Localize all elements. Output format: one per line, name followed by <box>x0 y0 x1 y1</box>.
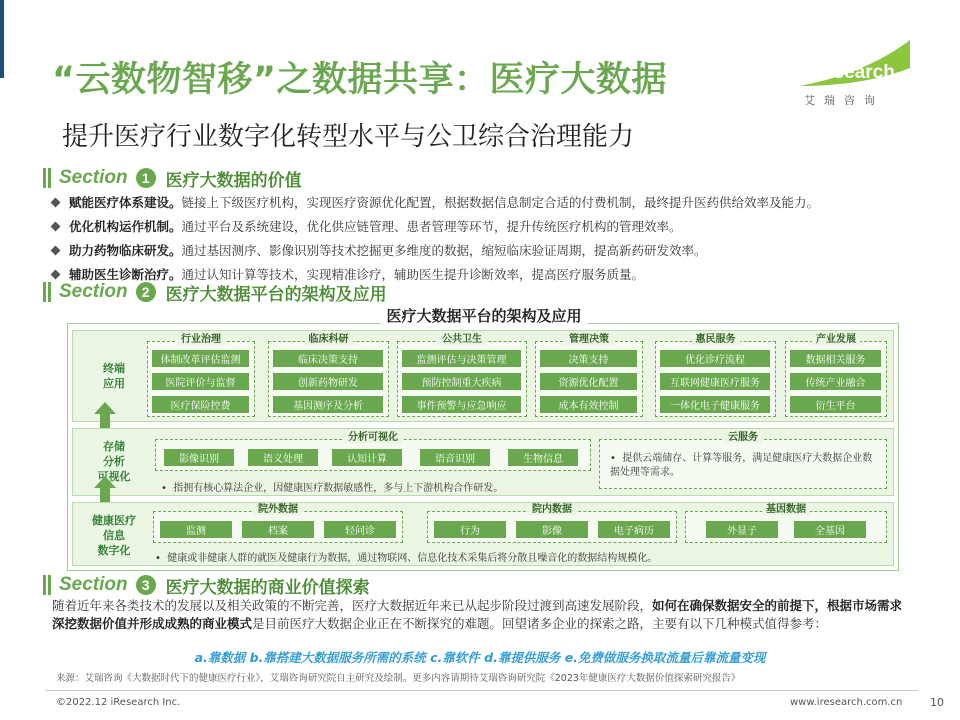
app-box: 预防控制重大疾病 <box>402 373 521 390</box>
data-box: 轻问诊 <box>324 521 396 538</box>
bullet-text: 链接上下级医疗机构，实现医疗资源优化配置，根据数据信息制定合适的付费机制，最终提升医药供给效率及能力。 <box>181 195 820 210</box>
app-box: 医院评价与监督 <box>152 373 249 390</box>
section-2-header <box>43 279 387 305</box>
up-arrow-stem <box>100 414 110 428</box>
bullet-bold: 赋能医疗体系建设。 <box>69 195 182 210</box>
iresearch-logo <box>796 40 914 110</box>
platform-architecture-diagram <box>67 307 899 571</box>
app-box: 体制改革评估监测 <box>152 350 249 367</box>
group-title: 云服务 <box>600 432 886 444</box>
tech-box: 认知计算 <box>332 449 402 466</box>
group-title: 基因数据 <box>686 504 886 516</box>
section-title: 医疗大数据的价值 <box>165 170 302 191</box>
diamond-bullet-icon <box>51 269 61 279</box>
group-title: 临床科研 <box>269 334 388 346</box>
group-title: 院内数据 <box>428 504 676 516</box>
group-gene-data <box>685 504 887 543</box>
diamond-bullet-icon <box>51 245 61 255</box>
tech-box: 语音识别 <box>420 449 490 466</box>
bullet-bold: 辅助医生诊断治疗。 <box>69 267 182 282</box>
section-number: 1 <box>136 168 156 188</box>
group-cloud-service <box>599 432 887 489</box>
group-analysis-visualization <box>155 432 591 471</box>
section-word: Section <box>59 281 128 302</box>
bullet-item <box>50 190 930 214</box>
app-box: 创新药物研发 <box>273 373 383 390</box>
tech-box: 语义处理 <box>248 449 318 466</box>
business-value-paragraph: 随着近年来各类技术的发展以及相关政策的不断完善，医疗大数据近年来已从起步阶段过渡到高速发展阶段，如何在确保数据安全的前提下，根据市场需求深挖数据价值并形成成熟的商业模式是目前医疗大数据企业正在不断探究的难题。回望诸多企业的探索之路，主要有以下几种模式值得参考： <box>52 598 903 631</box>
data-box: 电子病历 <box>598 521 670 538</box>
diamond-bullet-icon <box>51 197 61 207</box>
data-box: 全基因 <box>794 521 866 538</box>
data-layer-note: • 健康或非健康人群的就医及健康行为数据，通过物联网、信息化技术采集后将分散且噪音化的数据结构规模化。 <box>155 553 658 564</box>
app-box: 优化诊疗流程 <box>660 350 770 367</box>
group-title: 院外数据 <box>154 504 402 516</box>
value-bullet-list <box>50 190 930 286</box>
page-subtitle: 提升医疗行业数字化转型水平与公卫综合治理能力 <box>62 122 635 152</box>
app-box: 事件预警与应急响应 <box>402 396 521 413</box>
website-link[interactable]: www.iresearch.com.cn <box>790 697 903 708</box>
group-title: 分析可视化 <box>156 432 590 444</box>
app-box: 医疗保险控费 <box>152 396 249 413</box>
terminal-layer-label: 终端 应用 <box>103 362 125 390</box>
section-bars-icon <box>43 282 51 302</box>
page-number: 10 <box>930 696 944 709</box>
group-industry-governance <box>147 334 255 417</box>
copyright: ©2022.12 iResearch Inc. <box>56 697 181 708</box>
logo-chinese: 艾瑞咨询 <box>804 94 884 107</box>
logo-text: iResearch <box>804 62 895 83</box>
up-arrow-stem <box>100 488 110 502</box>
section-title: 医疗大数据平台的架构及应用 <box>165 284 387 305</box>
app-box: 一体化电子健康服务 <box>660 396 770 413</box>
analysis-note: • 指拥有核心算法企业，因健康医疗数据敏感性，多与上下游机构合作研发。 <box>161 483 504 494</box>
bullet-bold: 优化机构运作机制。 <box>69 219 182 234</box>
tech-box: 影像识别 <box>164 449 234 466</box>
section-number: 2 <box>136 282 156 302</box>
up-arrow-icon <box>94 476 116 488</box>
terminal-layer <box>72 330 894 422</box>
app-box: 传统产业融合 <box>790 373 881 390</box>
app-box: 基因测序及分析 <box>273 396 383 413</box>
group-title: 惠民服务 <box>656 334 775 346</box>
data-box: 外显子 <box>706 521 778 538</box>
business-modes: a.靠数据 b.靠搭建大数据服务所需的系统 c.靠软件 d.靠提供服务 e.免费做服务换取流量后靠流量变现 <box>194 650 766 665</box>
footer-divider <box>45 690 918 691</box>
group-management-decision <box>535 334 643 417</box>
group-inpatient-data <box>427 504 677 543</box>
data-box: 影像 <box>516 521 588 538</box>
diagram-title: 医疗大数据平台的架构及应用 <box>68 305 900 326</box>
section-3-header <box>43 572 370 598</box>
group-title: 行业治理 <box>148 334 254 346</box>
section-1-header <box>43 165 302 191</box>
diamond-bullet-icon <box>51 221 61 231</box>
section-title: 医疗大数据的商业价值探索 <box>165 577 370 598</box>
data-box: 行为 <box>434 521 506 538</box>
section-bars-icon <box>43 575 51 595</box>
up-arrow-icon <box>94 402 116 414</box>
page-title: “云数物智移”之数据共享：医疗大数据 <box>52 60 668 100</box>
bullet-text: 通过认知计算等技术，实现精准诊疗，辅助医生提升诊断效率，提高医疗服务质量。 <box>181 267 645 282</box>
storage-analysis-layer <box>72 428 894 496</box>
left-accent-bar <box>0 0 4 78</box>
storage-layer-label: 存储 分析 可视化 <box>97 440 131 483</box>
app-box: 数据相关服务 <box>790 350 881 367</box>
bullet-bold: 助力药物临床研发。 <box>69 243 182 258</box>
group-title: 公共卫生 <box>398 334 526 346</box>
source-note: 来源：艾瑞咨询《大数据时代下的健康医疗行业》，艾瑞咨询研究院自主研究及绘制。更多内容请期待艾瑞咨询研究院《2023年健康医疗大数据价值探索研究报告》 <box>56 673 741 684</box>
group-industry-development <box>785 334 887 417</box>
app-box: 资源优化配置 <box>540 373 637 390</box>
group-clinical-research <box>268 334 389 417</box>
group-public-health <box>397 334 527 417</box>
group-public-service <box>655 334 776 417</box>
section-word: Section <box>59 574 128 595</box>
section-word: Section <box>59 167 128 188</box>
group-outpatient-data <box>153 504 403 543</box>
bullet-item <box>50 238 930 262</box>
group-title: 产业发展 <box>786 334 886 346</box>
section-bars-icon <box>43 168 51 188</box>
data-layer-label: 健康医疗 信息 数字化 <box>92 514 136 557</box>
app-box: 衍生平台 <box>790 396 881 413</box>
bullet-item <box>50 214 930 238</box>
bullet-text: 通过基因测序、影像识别等技术挖掘更多维度的数据，缩短临床验证周期，提高新药研发效率。 <box>181 243 707 258</box>
app-box: 监测评估与决策管理 <box>402 350 521 367</box>
cloud-service-text: • 提供云端储存、计算等服务，满足健康医疗大数据企业数据处理等需求。 <box>610 453 873 478</box>
data-box: 监测 <box>160 521 232 538</box>
app-box: 临床决策支持 <box>273 350 383 367</box>
health-data-layer <box>72 502 894 566</box>
app-box: 决策支持 <box>540 350 637 367</box>
bullet-text: 通过平台及系统建设，优化供应链管理、患者管理等环节，提升传统医疗机构的管理效率。 <box>181 219 682 234</box>
section-number: 3 <box>136 575 156 595</box>
group-title: 管理决策 <box>536 334 642 346</box>
tech-box: 生物信息 <box>508 449 578 466</box>
app-box: 互联网健康医疗服务 <box>660 373 770 390</box>
app-box: 成本有效控制 <box>540 396 637 413</box>
data-box: 档案 <box>242 521 314 538</box>
